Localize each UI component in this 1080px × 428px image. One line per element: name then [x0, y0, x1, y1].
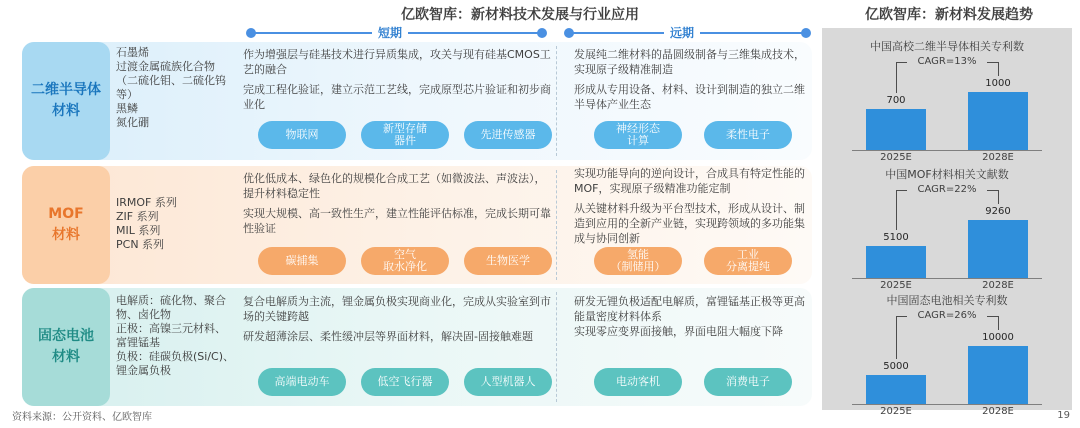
- app-chip-advanced-sensor[interactable]: 先进传感器: [464, 121, 552, 149]
- divider: [556, 46, 557, 156]
- chart-bar: [968, 346, 1028, 404]
- app-chip-consumer-electronics[interactable]: 消费电子: [704, 368, 792, 396]
- short-desc-line: 优化低成本、绿色化的规模化合成工艺（如微波法、声波法），提升材料稳定性: [243, 172, 546, 200]
- category-label: MOF 材料: [48, 206, 84, 243]
- long-term-dot-left: [564, 28, 574, 38]
- app-chip-flexible-electronics[interactable]: 柔性电子: [704, 121, 792, 149]
- bar-value-label: 5100: [883, 232, 909, 243]
- app-chip-neuromorphic[interactable]: 神经形态 计算: [594, 121, 682, 149]
- category-label: 二维半导体 材料: [31, 82, 101, 119]
- bar-category-label: 2028E: [982, 152, 1014, 163]
- short-desc-line: 研发超薄涂层、柔性缓冲层等界面材料，解决固-固接触难题: [243, 330, 533, 343]
- source-note: 资料来源：公开资料、亿欧智库: [12, 412, 152, 423]
- long-desc-2d-semiconductor: [574, 47, 806, 117]
- long-desc-line: 研发无锂负极适配电解质，富锂锰基正极等更高能量密度材料体系: [574, 295, 805, 323]
- category-2d-semiconductor: [22, 42, 110, 160]
- chart-bar: [968, 220, 1028, 278]
- types-solid-state: 电解质：硫化物、聚合物、卤化物 正极：高镍三元材料、富锂锰基 负极：硅碳负极(Si/C)、锂金属负极: [116, 294, 235, 377]
- short-desc-line: 复合电解质为主流，锂金属负极实现商业化，完成从实验室到市场的关键跨越: [243, 295, 551, 323]
- bar-category-label: 2028E: [982, 280, 1014, 291]
- bar-value-label: 5000: [883, 361, 909, 372]
- app-chip-biomedicine[interactable]: 生物医学: [464, 247, 552, 275]
- chart-title: 中国MOF材料相关文献数: [885, 168, 1009, 181]
- long-desc-line: 形成从专用设备、材料、设计到制造的独立二维半导体产业生态: [574, 83, 805, 111]
- chart-baseline: [852, 278, 1042, 279]
- short-term-dot-left: [246, 28, 256, 38]
- short-desc-line: 实现大规模、高一致性生产，建立性能评估标准，完成长期可靠性验证: [243, 207, 551, 235]
- cagr-tick: [896, 62, 897, 93]
- category-solid-state-battery: [22, 288, 110, 406]
- app-chip-iot[interactable]: 物联网: [258, 121, 346, 149]
- cagr-label: CAGR=13%: [907, 56, 987, 67]
- app-chip-new-memory[interactable]: 新型存储 器件: [361, 121, 449, 149]
- long-desc-line: 实现功能导向的逆向设计，合成具有特定性能的MOF，实现原子级精准功能定制: [574, 167, 805, 195]
- right-title: 亿欧智库：新材料发展趋势: [865, 7, 1033, 23]
- bar-value-label: 9260: [985, 206, 1011, 217]
- app-chip-humanoid-robot[interactable]: 人型机器人: [464, 368, 552, 396]
- bar-category-label: 2025E: [880, 406, 912, 417]
- chart-bar: [968, 92, 1028, 150]
- chart-baseline: [852, 150, 1042, 151]
- app-chip-hydrogen[interactable]: 氢能 （制储用）: [594, 247, 682, 275]
- page-number: 19: [1057, 410, 1070, 421]
- bar-category-label: 2025E: [880, 280, 912, 291]
- app-chip-industrial-separation[interactable]: 工业 分离提纯: [704, 247, 792, 275]
- types-mof: IRMOF 系列 ZIF 系列 MIL 系列 PCN 系列: [116, 196, 177, 251]
- long-desc-mof: [574, 166, 806, 251]
- bar-value-label: 10000: [982, 332, 1014, 343]
- category-mof: [22, 166, 110, 284]
- category-label: 固态电池 材料: [38, 328, 94, 365]
- cagr-label: CAGR=26%: [907, 310, 987, 321]
- short-desc-mof: [243, 171, 553, 241]
- chart-title: 中国固态电池相关专利数: [886, 294, 1008, 307]
- bar-category-label: 2025E: [880, 152, 912, 163]
- long-term-dot-right: [801, 28, 811, 38]
- short-term-dot-right: [537, 28, 547, 38]
- short-term-label: 短期: [372, 24, 408, 41]
- short-desc-2d-semiconductor: [243, 47, 553, 117]
- short-desc-line: 作为增强层与硅基技术进行异质集成，攻关与现有硅基CMOS工艺的融合: [243, 48, 551, 76]
- app-chip-low-altitude-aircraft[interactable]: 低空飞行器: [361, 368, 449, 396]
- app-chip-carbon-capture[interactable]: 碳捕集: [258, 247, 346, 275]
- cagr-tick: [998, 316, 999, 330]
- short-desc-solid-state: [243, 294, 553, 349]
- cagr-label: CAGR=22%: [907, 184, 987, 195]
- chart-bar: [866, 375, 926, 404]
- bar-category-label: 2028E: [982, 406, 1014, 417]
- long-term-label: 远期: [664, 24, 700, 41]
- app-chip-electric-aircraft[interactable]: 电动客机: [594, 368, 682, 396]
- cagr-tick: [896, 190, 897, 230]
- bar-value-label: 1000: [985, 78, 1011, 89]
- divider: [556, 292, 557, 402]
- short-desc-line: 完成工程化验证，建立示范工艺线，完成原型芯片验证和初步商业化: [243, 83, 551, 111]
- bar-value-label: 700: [886, 95, 906, 106]
- app-chip-air-water[interactable]: 空气 取水净化: [361, 247, 449, 275]
- chart-title: 中国高校二维半导体相关专利数: [870, 40, 1024, 53]
- cagr-tick: [896, 316, 897, 359]
- chart-baseline: [852, 404, 1042, 405]
- chart-bar: [866, 246, 926, 278]
- types-2d-semiconductor: 石墨烯 过渡金属硫族化合物（二硫化钼、二硫化钨等） 黑鳞 氮化硼: [116, 46, 226, 129]
- cagr-tick: [998, 62, 999, 76]
- divider: [556, 170, 557, 280]
- long-desc-line: 实现零应变界面接触，界面电阻大幅度下降: [574, 325, 783, 338]
- long-desc-line: 从关键材料升级为平台型技术，形成从设计、制造到应用的全新产业链，实现跨领域的多功能集成与协同创新: [574, 202, 805, 245]
- chart-bar: [866, 109, 926, 150]
- long-desc-solid-state: [574, 294, 806, 344]
- long-desc-line: 发展纯二维材料的晶圆级制备与三维集成技术，实现原子级精准制造: [574, 48, 805, 76]
- cagr-tick: [998, 190, 999, 204]
- app-chip-high-end-ev[interactable]: 高端电动车: [258, 368, 346, 396]
- main-title: 亿欧智库：新材料技术发展与行业应用: [401, 7, 639, 23]
